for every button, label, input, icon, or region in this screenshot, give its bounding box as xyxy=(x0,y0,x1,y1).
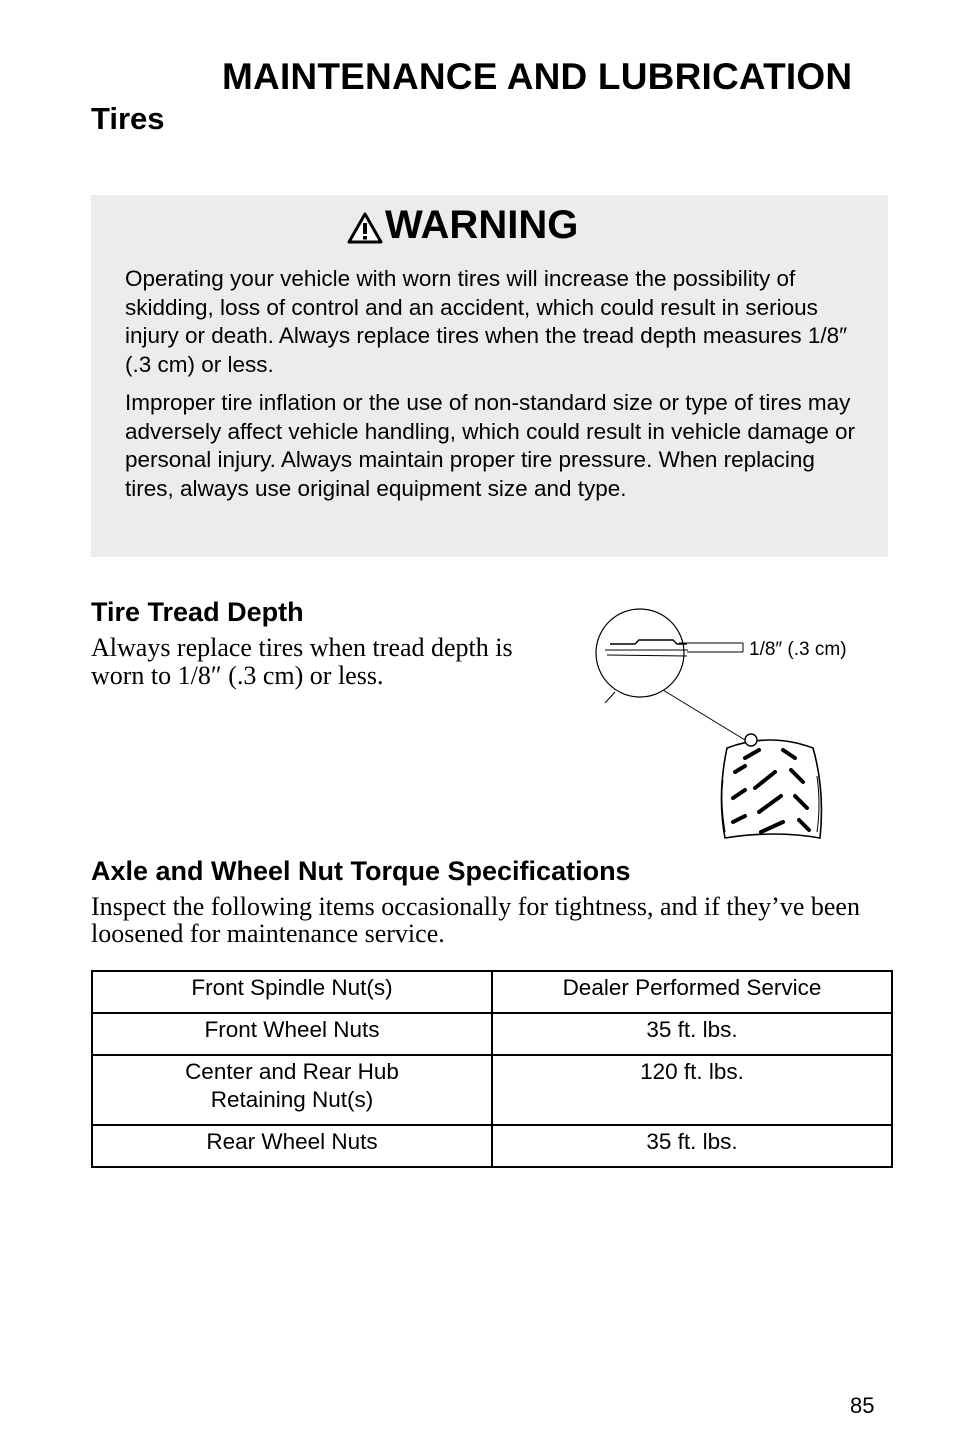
table-row xyxy=(92,971,892,1013)
warning-heading xyxy=(347,203,578,248)
table-row xyxy=(92,1055,892,1125)
tread-depth-heading: Tire Tread Depth xyxy=(91,597,304,627)
warning-triangle-icon xyxy=(347,212,383,244)
table-cell-value: Dealer Performed Service xyxy=(492,971,892,1013)
page-number: 85 xyxy=(850,1393,875,1418)
table-cell-item: Front Spindle Nut(s) xyxy=(92,971,492,1013)
table-cell-value: 35 ft. lbs. xyxy=(492,1125,892,1167)
warning-box xyxy=(91,195,888,557)
table-row xyxy=(92,1125,892,1167)
table-cell-item: Rear Wheel Nuts xyxy=(92,1125,492,1167)
page-title: MAINTENANCE AND LUBRICATION xyxy=(222,56,853,97)
section-title: Tires xyxy=(91,101,165,136)
table-cell-value: 120 ft. lbs. xyxy=(492,1055,892,1125)
tire-tread-diagram xyxy=(595,600,885,850)
warning-paragraph: Operating your vehicle with worn tires will increase the possibility of skidding, loss of control and an accident, which could result in serious injury or death. Always replace tires when the tread depth measures 1/8″ (.3 cm) or less. xyxy=(125,266,848,377)
table-cell-item: Front Wheel Nuts xyxy=(92,1013,492,1055)
tread-depth-text: Always replace tires when tread depth is worn to 1/8″ (.3 cm) or less. xyxy=(91,633,513,690)
table-row xyxy=(92,1013,892,1055)
table-cell-item: Center and Rear Hub Retaining Nut(s) xyxy=(92,1055,492,1125)
table-cell-value: 35 ft. lbs. xyxy=(492,1013,892,1055)
warning-paragraph: Improper tire inflation or the use of non-standard size or type of tires may adversely affect vehicle handling, which could result in vehicle damage or personal injury. Always maintain proper tire pressure. When replacing tires, always use original equipment size and type. xyxy=(125,390,855,501)
torque-specs-table xyxy=(91,970,893,1168)
warning-heading-text: WARNING xyxy=(385,203,579,247)
tread-depth-label: 1/8″ (.3 cm) xyxy=(749,639,847,660)
torque-specs-heading: Axle and Wheel Nut Torque Specifications xyxy=(91,856,631,886)
torque-specs-text: Inspect the following items occasionally for tightness, and if they’ve been loosened for maintenance service. xyxy=(91,892,860,948)
